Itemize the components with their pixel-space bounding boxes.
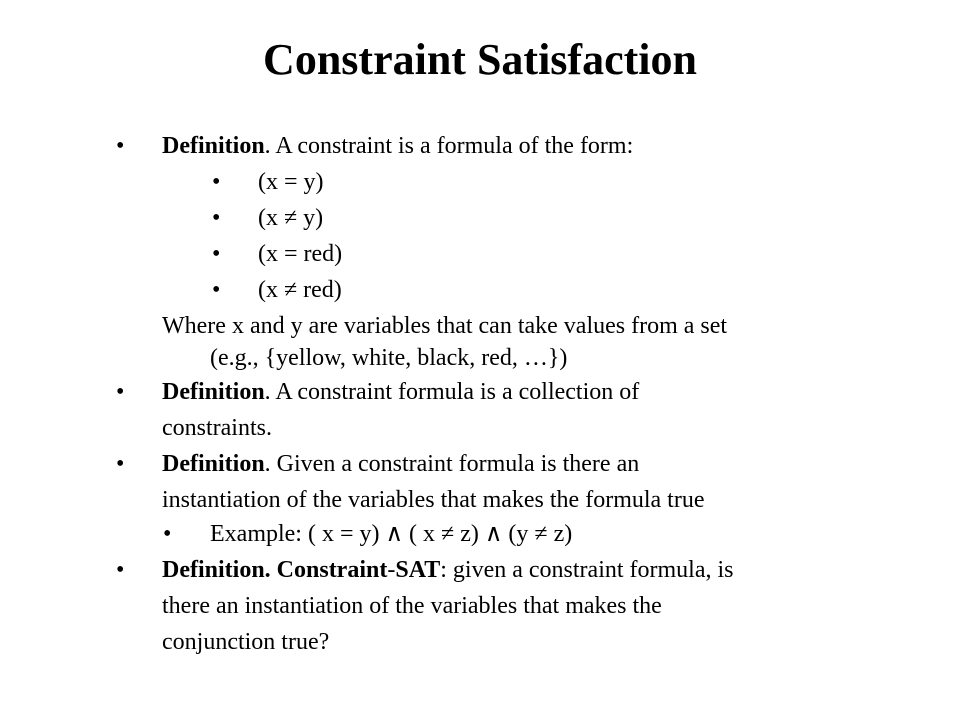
constraint-example: (x ≠ y) bbox=[258, 205, 324, 231]
def3-text: . Given a constraint formula is there an bbox=[264, 451, 640, 477]
def4-dash: - bbox=[387, 557, 396, 583]
bullet-marker: • bbox=[116, 451, 125, 477]
def1-line bbox=[162, 131, 633, 161]
constraint-example: (x = y) bbox=[258, 169, 324, 195]
def2-lead: Definition bbox=[162, 379, 265, 405]
def3-line-2: instantiation of the variables that makes the formula true bbox=[162, 487, 705, 513]
where-line-1: Where x and y are variables that can take values from a set bbox=[162, 313, 728, 339]
def2-line-2: constraints. bbox=[162, 415, 272, 441]
def4-text: : given a constraint formula, is bbox=[440, 557, 734, 583]
sub-bullet-marker: • bbox=[212, 277, 221, 303]
def2-line-1 bbox=[162, 377, 639, 407]
slide-title: Constraint Satisfaction bbox=[263, 35, 697, 84]
def4-lead: Definition. bbox=[162, 557, 271, 583]
constraint-example: (x ≠ red) bbox=[258, 277, 342, 303]
sub-bullet-marker: • bbox=[212, 205, 221, 231]
bullet-marker: • bbox=[116, 133, 125, 159]
def1-text: . A constraint is a formula of the form: bbox=[264, 133, 634, 159]
bullet-marker: • bbox=[116, 557, 125, 583]
def4-line-2: there an instantiation of the variables that makes the bbox=[162, 593, 662, 619]
def3-line-1 bbox=[162, 449, 639, 479]
sub-bullet-marker: • bbox=[212, 241, 221, 267]
def4-lead-constraint: Constraint bbox=[270, 557, 388, 583]
where-line-2: (e.g., {yellow, white, black, red, …}) bbox=[210, 345, 568, 371]
def2-text: . A constraint formula is a collection of bbox=[264, 379, 640, 405]
sub-bullet-marker: • bbox=[163, 521, 172, 547]
def4-line-1 bbox=[162, 555, 734, 585]
def3-lead: Definition bbox=[162, 451, 265, 477]
def4-line-3: conjunction true? bbox=[162, 629, 330, 655]
def1-lead: Definition bbox=[162, 133, 265, 159]
sub-bullet-marker: • bbox=[212, 169, 221, 195]
def3-example: Example: ( x = y) ∧ ( x ≠ z) ∧ (y ≠ z) bbox=[210, 521, 573, 547]
constraint-example: (x = red) bbox=[258, 241, 343, 267]
def4-lead-sat: SAT bbox=[395, 557, 441, 583]
bullet-marker: • bbox=[116, 379, 125, 405]
